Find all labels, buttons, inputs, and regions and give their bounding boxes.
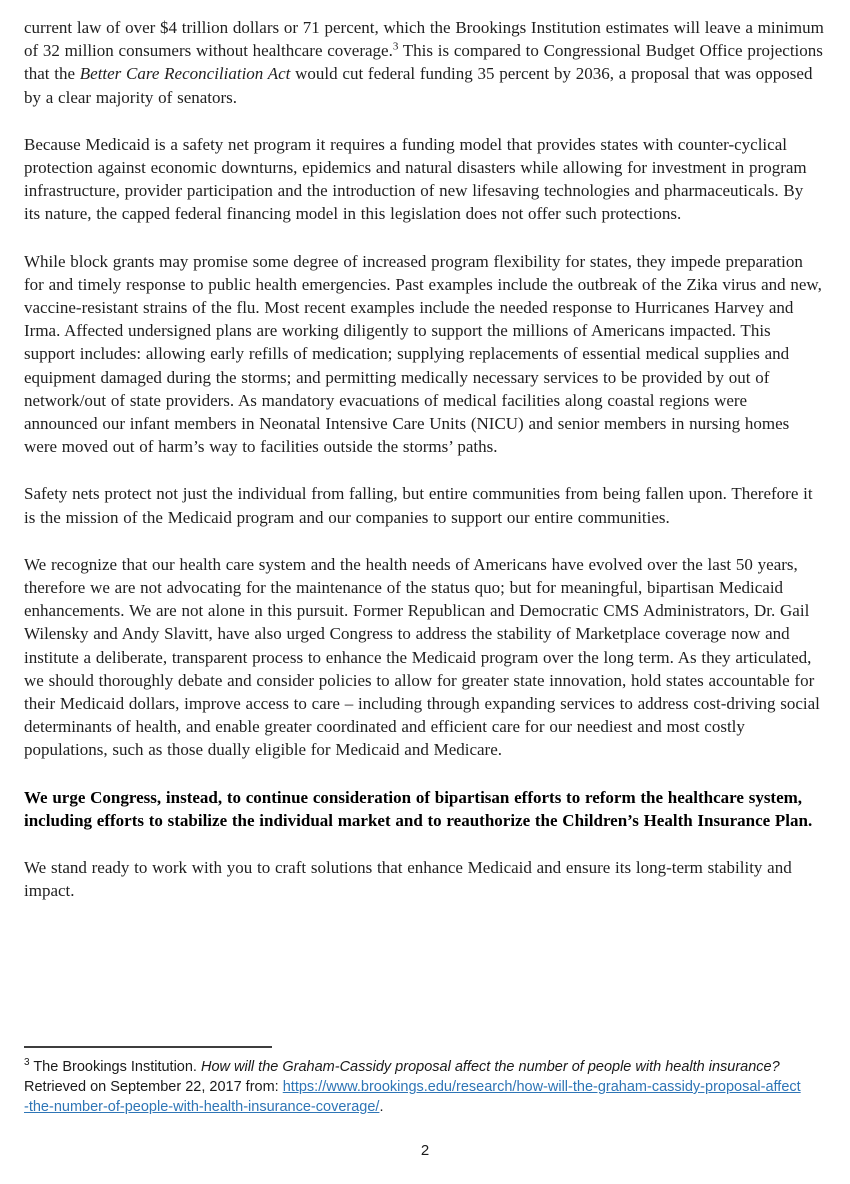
- footnote-hyperlink[interactable]: https://www.brookings.edu/research/how-will-the-graham-cassidy-proposal-affect-the-number-of-people-with-health-insurance-coverage/: [24, 1079, 801, 1115]
- footnote-separator-line: [24, 1046, 272, 1048]
- paragraph-bipartisan-enhancements: We recognize that our health care system and the health needs of Americans have evolved over the last 50 years, therefore we are not advocating for the maintenance of the status quo; but for meaningful, bipartisan Medicaid enhancements. We are not alone in this pursuit. Former Republican and Democratic CMS Administrators, Dr. Gail Wilensky and Andy Slavitt, have also urged Congress to address the stability of Marketplace coverage now and institute a deliberate, transparent process to enhance the Medicaid program over the long term. As they articulated, we should thoroughly debate and consider policies to allow for greater state innovation, hold states accountable for their Medicaid dollars, improve access to care – including through expanding services to address cost-driving social determinants of health, and enable greater coordinated and efficient care for our neediest and most costly populations, such as those dually eligible for Medicaid and Medicare.: [24, 554, 820, 760]
- paragraph-block-grants: While block grants may promise some degree of increased program flexibility for states, they impede preparation for and timely response to public health emergencies. Past examples include the outbreak of the Zika virus and new, vaccine-resistant strains of the flu. Most recent examples include the needed response to Hurricanes Harvey and Irma. Affected undersigned plans are working diligently to support the millions of Americans impacted. This support includes: allowing early refills of medication; supplying replacements of essential medical supplies and equipment damaged during the storms; and permitting medically necessary services to be provided by out of network/out of state providers. As mandatory evacuations of medical facilities along coastal regions were announced our infant members in Neonatal Intensive Care Units (NICU) and senior members in nursing homes were moved out of harm’s way to facilities outside the storms’ paths.: [24, 251, 822, 457]
- footnote-reference-3: 3: [392, 40, 399, 53]
- italic-act-title: Better Care Reconciliation Act: [79, 64, 291, 84]
- text-run: would cut federal funding 35 percent by 2036, a proposal that was opposed by a clear majority of senators.: [24, 64, 813, 107]
- page-number: 2: [420, 1142, 430, 1159]
- paragraph-safety-nets-mission: Safety nets protect not just the individual from falling, but entire communities from being fallen upon. Therefore it is the mission of the Medicaid program and our companies to support our entire communities.: [24, 484, 813, 527]
- text-run: This is compared to Congressional Budget Office projections that the: [24, 41, 823, 84]
- paragraph-urge-congress-bold: We urge Congress, instead, to continue consideration of bipartisan efforts to reform the healthcare system, including efforts to stabilize the individual market and to reauthorize the Children’s Health Insurance Plan.: [24, 787, 813, 830]
- footnote-section: [24, 1046, 804, 1117]
- footnote-title-italic: How will the Graham-Cassidy proposal affect the number of people with health insurance?: [200, 1059, 780, 1075]
- footnote-source: The Brookings Institution.: [29, 1059, 201, 1075]
- footnote-number: 3: [24, 1057, 30, 1069]
- paragraph-closing: We stand ready to work with you to craft solutions that enhance Medicaid and ensure its long-term stability and impact.: [24, 858, 792, 901]
- text-run: current law of over $4 trillion dollars or 71 percent, which the Brookings Institution estimates will leave a minimum of 32 million consumers without healthcare coverage.: [24, 18, 824, 61]
- footnote-3: [24, 1057, 804, 1117]
- paragraph-safety-net-funding-model: Because Medicaid is a safety net program it requires a funding model that provides states with counter-cyclical protection against economic downturns, epidemics and natural disasters while allowing for investment in program infrastructure, provider participation and the introduction of new lifesaving technologies and pharmaceuticals. By its nature, the capped federal financing model in this legislation does not offer such protections.: [24, 134, 807, 224]
- footnote-retrieved-text: Retrieved on September 22, 2017 from:: [24, 1079, 283, 1095]
- footnote-period: .: [379, 1099, 384, 1115]
- paragraph-funding-cuts: [24, 16, 824, 109]
